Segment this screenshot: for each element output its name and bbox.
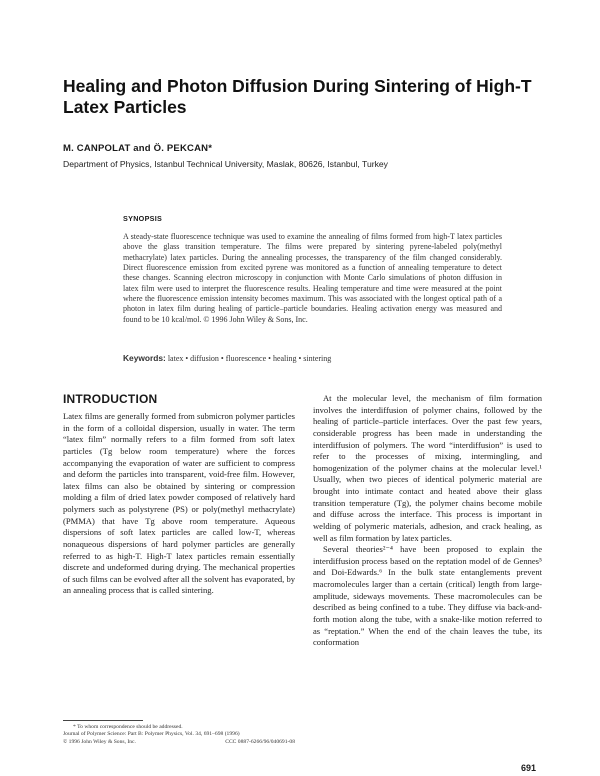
intro-paragraph-2: At the molecular level, the mechanism of film formation involves the interdiffusion of polymer chains, followed by the healing of particle–particle interfaces. Over the past few years, considerable progress has been made in understanding the interdiffusion of polymers. The word “interdiffusion” is used to refer to the processes of mixing, intermingling, and homogenization of the polymer chains at the molecular level.¹ Usually, when two pieces of identical polymeric material are brought into intimate contact and heated above their glass transition temperature (Tg), the polymer chains become mobile and diffuse across the interface. This process is important in welding of polymeric materials, adhesion, and crack healing, as well as film formation by latex particles. bbox=[313, 393, 542, 543]
footnote bbox=[63, 724, 295, 746]
keywords-label: Keywords: bbox=[123, 353, 166, 363]
correspondence-note: * To whom correspondence should be addressed. bbox=[73, 724, 183, 730]
footnote-divider bbox=[63, 720, 143, 721]
authors: M. CANPOLAT and Ö. PEKCAN* bbox=[63, 143, 213, 154]
affiliation: Department of Physics, Istanbul Technical University, Maslak, 80626, Istanbul, Turkey bbox=[63, 159, 388, 169]
synopsis-text: A steady-state fluorescence technique was used to examine the annealing of films formed from high-T latex particles above the glass transition temperature. The films were prepared by sintering pyrene-labeled poly(methyl methacrylate) latex particles. During the annealing processes, the transparency of the film changed considerably. Direct fluorescence emission from excited pyrene was monitored as a function of annealing temperature to detect these changes. Scanning electron microscopy in conjunction with Monte Carlo simulations of photon diffusion in latex film were used to interpret the fluorescence results. Healing temperature and time were measured at the point where the fluorescence emission intensity becomes maximum. This was associated with the longest optical path of a photon in latex film during healing of particle–particle boundaries. Healing activation energy was measured and found to be 10 kcal/mol. © 1996 John Wiley & Sons, Inc. bbox=[123, 232, 502, 324]
copyright-row bbox=[63, 739, 295, 746]
left-column bbox=[63, 411, 295, 597]
journal-citation: Journal of Polymer Science: Part B: Polymer Physics, Vol. 34, 691–698 (1996) bbox=[63, 731, 240, 738]
copyright-text: © 1996 John Wiley & Sons, Inc. bbox=[63, 738, 136, 745]
synopsis-heading: SYNOPSIS bbox=[123, 214, 163, 223]
keywords-list: latex • diffusion • fluorescence • healing • sintering bbox=[167, 354, 332, 363]
introduction-heading: INTRODUCTION bbox=[63, 392, 158, 406]
page-number: 691 bbox=[521, 763, 537, 773]
keywords-line bbox=[123, 353, 502, 364]
right-column bbox=[313, 393, 542, 649]
ccc-code: CCC 0887-6266/96/040691-08 bbox=[225, 738, 295, 745]
intro-paragraph-1: Latex films are generally formed from submicron polymer particles in the form of a colloidal dispersion, usually in water. The term “latex film” normally refers to a film formed from soft latex particles (Tg below room temperature) where the forces accompanying the evaporation of water are sufficient to compress and deform the particles into transparent, void-free film. However, latex films can also be obtained by sintering or compression molding a film of dried latex powder composed of relatively hard polymers such as polystyrene (PS) or poly(methyl methacrylate) (PMMA) that have Tg above room temperature. Aqueous dispersions of soft latex particles are called low-T, whereas nonaqueous dispersions of hard polymer particles are generally referred to as high-T. High-T latex particles remain essentially discrete and undeformed during drying. The mechanical properties of such films can be evolved after all the solvent has evaporated, by an annealing process that is called sintering. bbox=[63, 411, 295, 596]
intro-paragraph-3: Several theories²⁻⁴ have been proposed to explain the interdiffusion process based on the reptation model of de Gennes⁵ and Doi-Edwards.⁶ In the bulk state entanglements prevent macromolecules larger than a certain (critical) length from large-amplitude, sideways movements. These macromolecules can be described as being confined to a tube. They diffuse via back-and-forth motion along the tube, with a snake-like motion referred to as “reptation.” When the end of the chain leaves the tube, its conformation bbox=[313, 544, 542, 648]
paper-title: Healing and Photon Diffusion During Sintering of High-T Latex Particles bbox=[63, 76, 532, 117]
